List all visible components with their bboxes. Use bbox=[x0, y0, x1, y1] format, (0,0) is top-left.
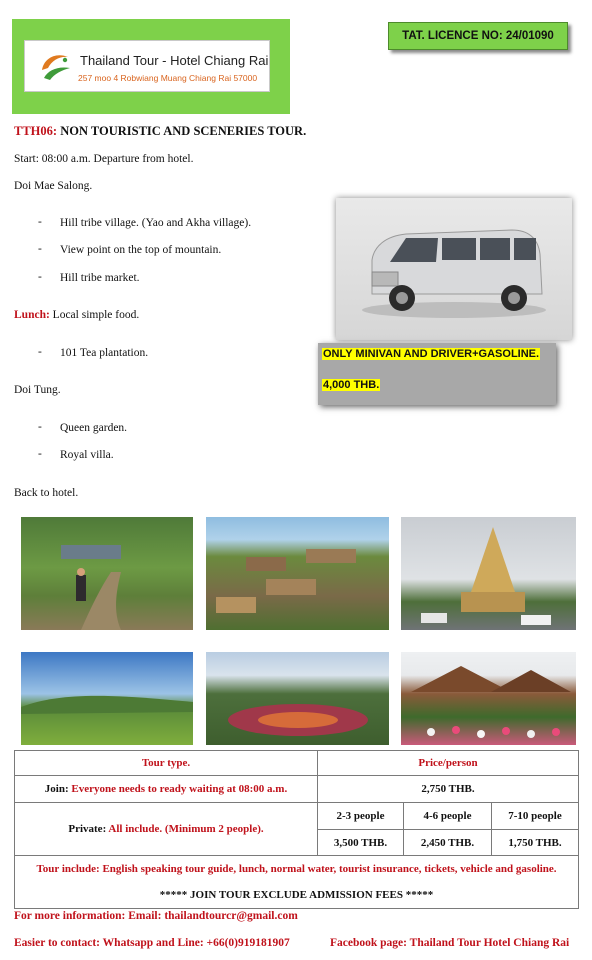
photo-royal-villa bbox=[401, 652, 576, 745]
join-text: Everyone needs to ready waiting at 08:00 a.m. bbox=[71, 783, 288, 795]
photo-hillside-village bbox=[206, 517, 389, 630]
group-2-3: 2-3 people bbox=[318, 803, 404, 830]
group-7-10: 7-10 people bbox=[492, 803, 579, 830]
lunch-line bbox=[14, 309, 139, 321]
join-price: 2,750 THB. bbox=[318, 776, 579, 803]
join-label: Join: bbox=[44, 783, 69, 795]
photo-hillside-village-icon bbox=[206, 517, 389, 630]
table-row bbox=[15, 856, 579, 909]
bullet-dash: - bbox=[38, 271, 42, 283]
minivan-icon bbox=[336, 198, 572, 340]
price-table bbox=[14, 750, 579, 909]
table-row bbox=[15, 803, 579, 830]
facebook-line bbox=[330, 937, 569, 949]
bullet-dash: - bbox=[38, 346, 42, 358]
bullet-dash: - bbox=[38, 448, 42, 460]
bullet-dash: - bbox=[38, 421, 42, 433]
join-cell bbox=[15, 776, 318, 803]
price-2-3: 3,500 THB. bbox=[318, 830, 404, 856]
email-link[interactable]: thailandtourcr@gmail.com bbox=[164, 910, 298, 922]
list-item: Hill tribe village. (Yao and Akha village). bbox=[60, 217, 252, 229]
tour-title bbox=[14, 124, 306, 139]
stop-doi-mae-salong: Doi Mae Salong. bbox=[14, 180, 93, 192]
list-item: Queen garden. bbox=[60, 422, 128, 434]
tour-include: Tour include: English speaking tour guide, lunch, normal water, tourist insurance, tickets, vehicle and gasoline. bbox=[36, 863, 557, 875]
facebook-label: Facebook page: bbox=[330, 937, 407, 949]
company-logo-icon bbox=[38, 48, 74, 84]
include-cell bbox=[15, 856, 579, 909]
photo-white-temple-icon bbox=[401, 517, 576, 630]
photo-hill-tribe-trail-icon bbox=[21, 517, 193, 630]
contact-label: Easier to contact: Whatsapp and Line: bbox=[14, 937, 204, 949]
company-address: 257 moo 4 Robwiang Muang Chiang Rai 57000 bbox=[78, 73, 258, 83]
end-line: Back to hotel. bbox=[14, 487, 79, 499]
lunch-text: Local simple food. bbox=[52, 309, 140, 321]
promo-price: 4,000 THB. bbox=[323, 379, 380, 391]
photo-tea-plantation-icon bbox=[21, 652, 193, 745]
promo-line-1: ONLY MINIVAN AND DRIVER+GASOLINE. bbox=[323, 348, 540, 360]
tour-code: TTH06: bbox=[14, 124, 58, 138]
list-item: Hill tribe market. bbox=[60, 272, 140, 284]
tour-name: NON TOURISTIC AND SCENERIES TOUR. bbox=[60, 124, 307, 138]
price-4-6: 2,450 THB. bbox=[404, 830, 492, 856]
licence-badge: TAT. LICENCE NO: 24/01090 bbox=[388, 22, 568, 50]
table-row bbox=[15, 776, 579, 803]
phone-link[interactable]: +66(0)919181907 bbox=[206, 937, 290, 949]
photo-queen-garden bbox=[206, 652, 389, 745]
photo-tea-plantation bbox=[21, 652, 193, 745]
start-line: Start: 08:00 a.m. Departure from hotel. bbox=[14, 153, 194, 165]
private-label: Private: bbox=[68, 823, 107, 835]
list-item: Royal villa. bbox=[60, 449, 114, 461]
tour-exclude: ***** JOIN TOUR EXCLUDE ADMISSION FEES ***** bbox=[159, 889, 434, 901]
private-text: All include. (Minimum 2 people). bbox=[108, 823, 264, 835]
photo-hill-tribe-trail bbox=[21, 517, 193, 630]
contact-line bbox=[14, 937, 290, 949]
info-label: For more information: Email: bbox=[14, 910, 162, 922]
photo-queen-garden-icon bbox=[206, 652, 389, 745]
price-7-10: 1,750 THB. bbox=[492, 830, 579, 856]
bullet-dash: - bbox=[38, 243, 42, 255]
col-tour-type-header: Tour type. bbox=[15, 751, 318, 776]
table-row bbox=[15, 751, 579, 776]
minivan-image bbox=[336, 198, 572, 340]
company-name: Thailand Tour - Hotel Chiang Rai bbox=[80, 53, 269, 68]
lunch-label: Lunch: bbox=[14, 309, 50, 321]
private-cell bbox=[15, 803, 318, 856]
list-item: 101 Tea plantation. bbox=[60, 347, 149, 359]
group-4-6: 4-6 people bbox=[404, 803, 492, 830]
list-item: View point on the top of mountain. bbox=[60, 244, 222, 256]
facebook-link[interactable]: Thailand Tour Hotel Chiang Rai bbox=[409, 937, 570, 949]
info-line bbox=[14, 910, 298, 922]
bullet-dash: - bbox=[38, 216, 42, 228]
stop-doi-tung: Doi Tung. bbox=[14, 384, 61, 396]
photo-white-temple bbox=[401, 517, 576, 630]
col-price-header: Price/person bbox=[318, 751, 579, 776]
photo-royal-villa-icon bbox=[401, 652, 576, 745]
